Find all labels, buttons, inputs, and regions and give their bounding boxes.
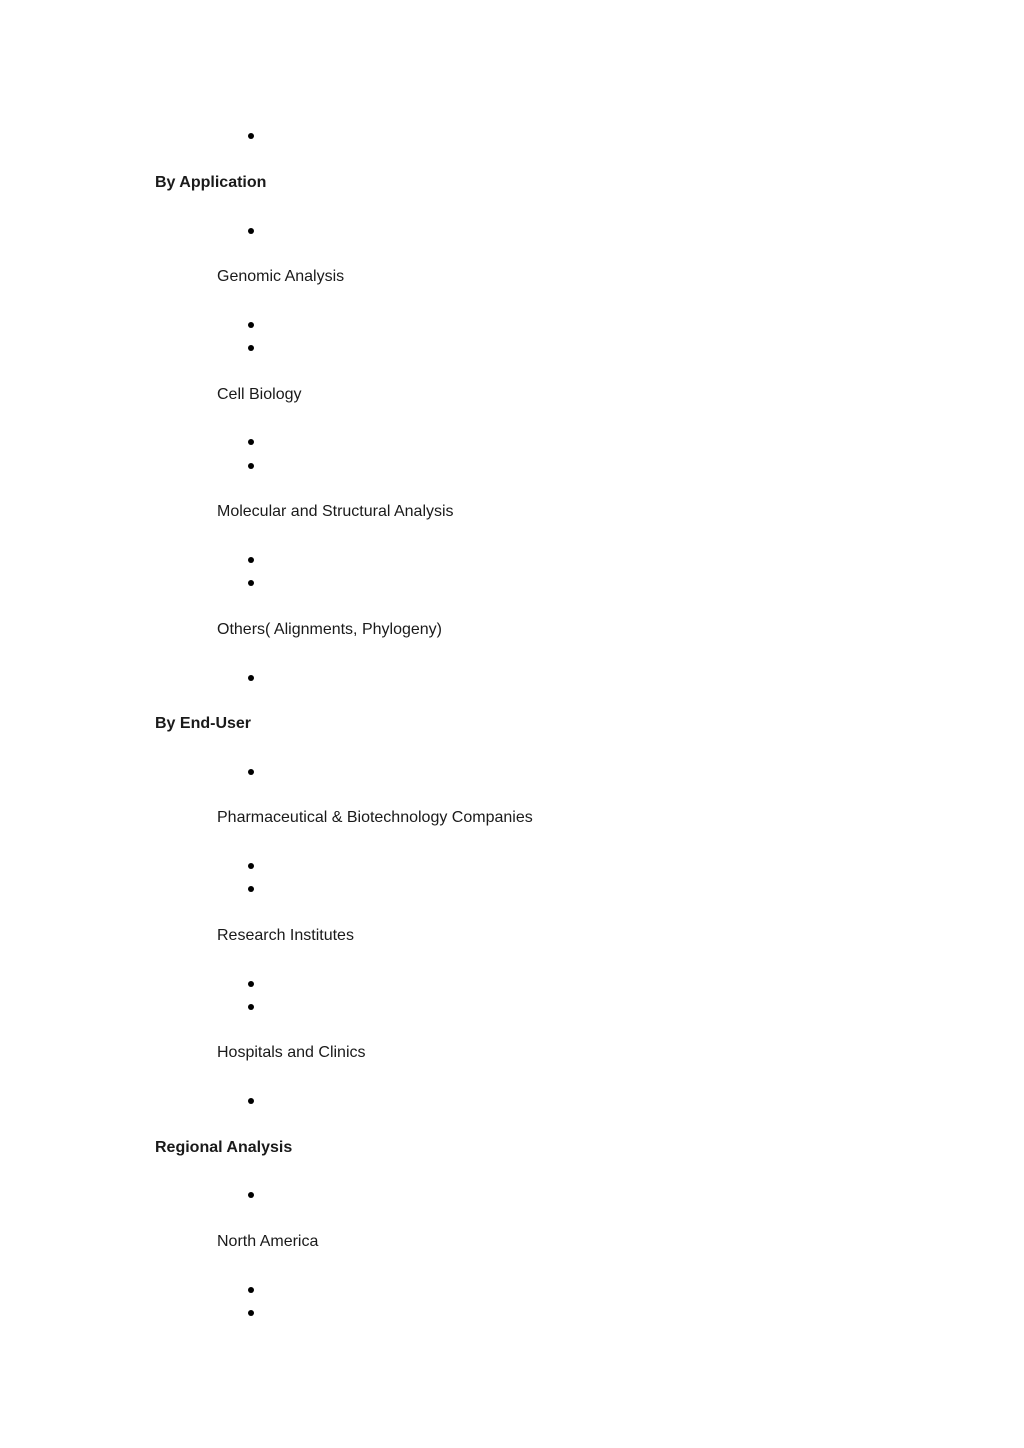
list-item: Pharmaceutical & Biotechnology Companies [217, 809, 533, 826]
list-bullet [248, 981, 254, 987]
list-bullet [248, 769, 254, 775]
list-bullet [248, 228, 254, 234]
list-item: Research Institutes [217, 927, 354, 944]
section-heading-end-user: By End-User [155, 715, 252, 732]
list-item: Molecular and Structural Analysis [217, 503, 454, 520]
list-bullet [248, 886, 254, 892]
list-bullet [248, 1310, 254, 1316]
list-bullet [248, 557, 254, 563]
section-heading-regional: Regional Analysis [155, 1139, 293, 1156]
list-bullet [248, 133, 254, 139]
list-bullet [248, 322, 254, 328]
list-bullet [248, 863, 254, 869]
list-item: Genomic Analysis [217, 268, 345, 285]
list-item: Cell Biology [217, 386, 302, 403]
list-bullet [248, 1192, 254, 1198]
list-bullet [248, 1098, 254, 1104]
list-item: North America [217, 1233, 319, 1250]
list-bullet [248, 675, 254, 681]
section-heading-application: By Application [155, 174, 267, 191]
list-bullet [248, 439, 254, 445]
list-bullet [248, 1004, 254, 1010]
list-bullet [248, 580, 254, 586]
list-bullet [248, 1287, 254, 1293]
list-item: Hospitals and Clinics [217, 1044, 366, 1061]
list-bullet [248, 345, 254, 351]
list-item: Others( Alignments, Phylogeny) [217, 621, 442, 638]
list-bullet [248, 463, 254, 469]
